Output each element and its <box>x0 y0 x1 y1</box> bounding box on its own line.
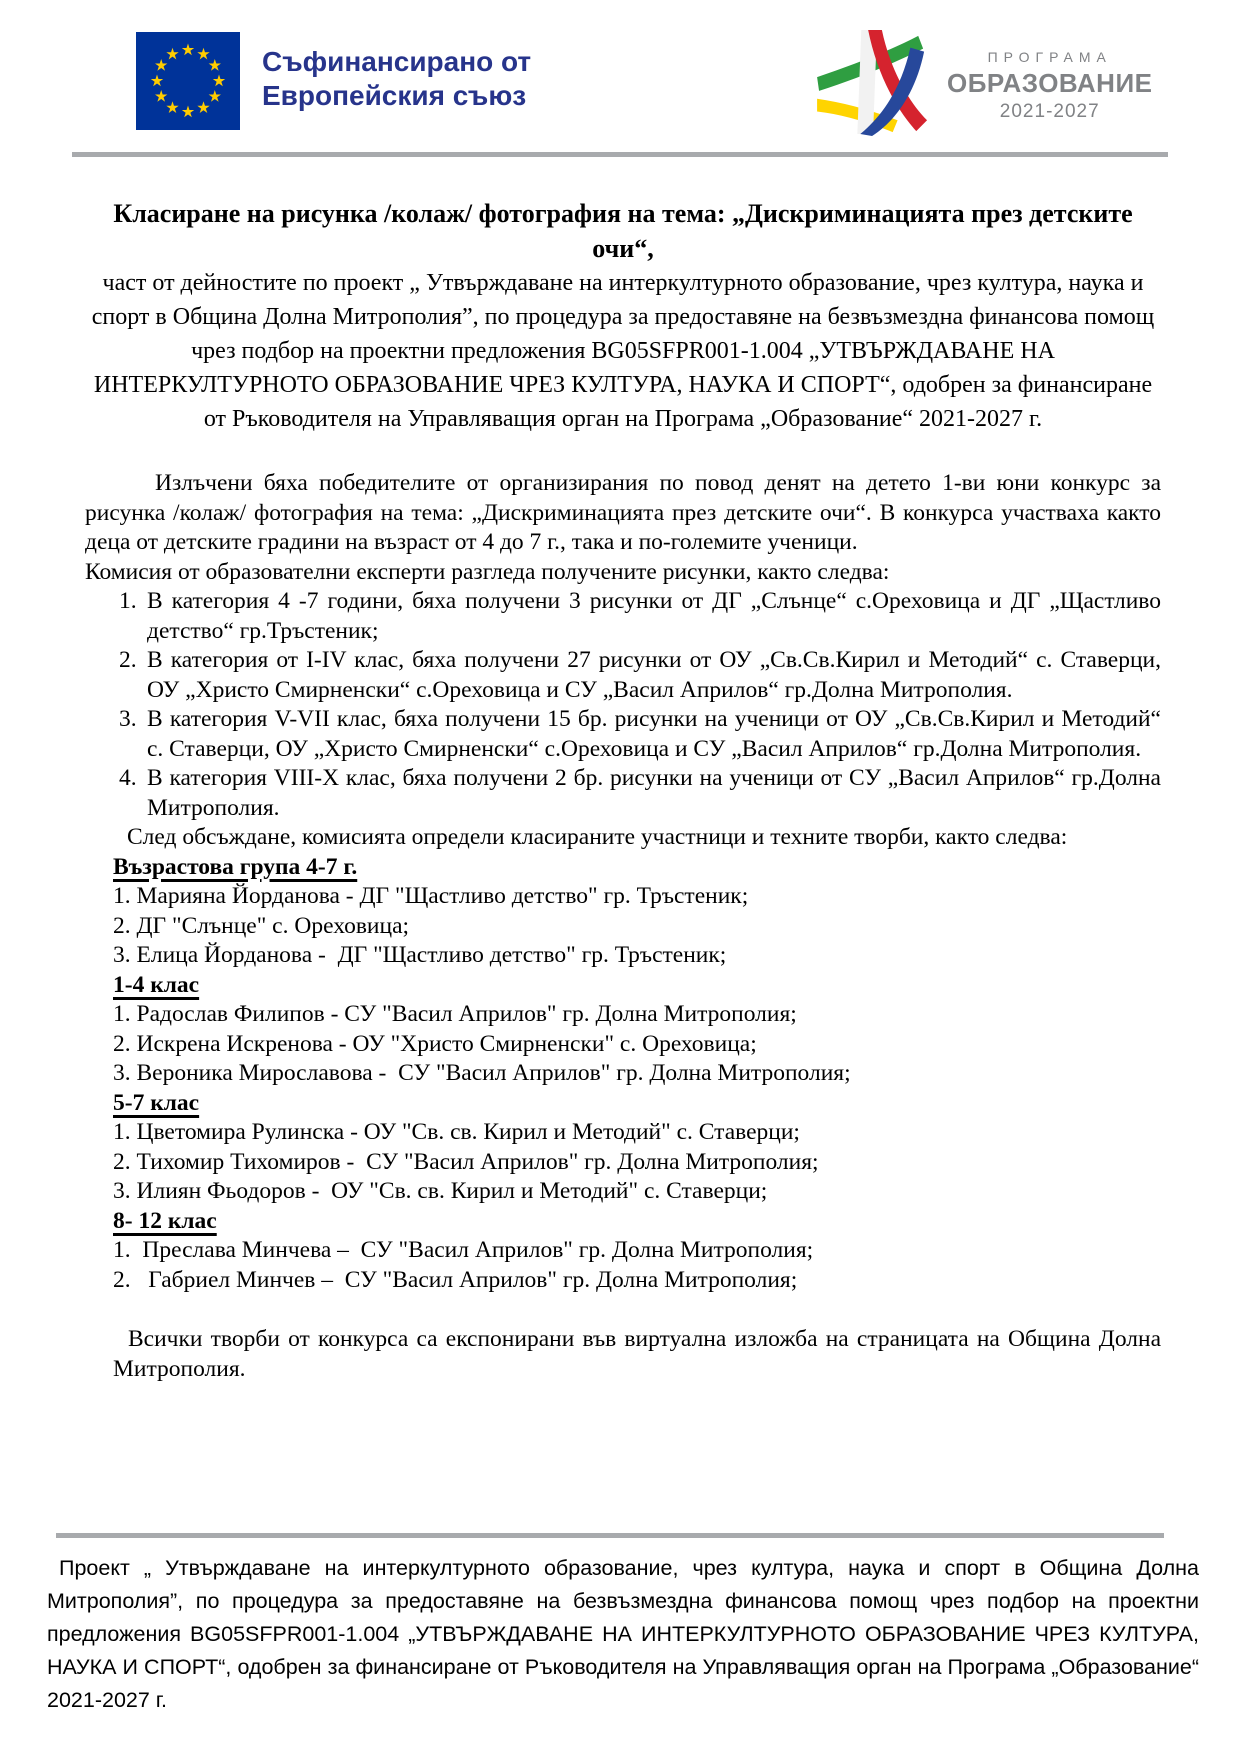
winner-item: 1. Преслава Минчева – СУ "Васил Априлов" гр. Долна Митрополия; <box>113 1237 814 1263</box>
program-ribbons-icon <box>815 28 937 136</box>
category-item-text: В категория от I-IV клас, бяха получени 27 рисунки от ОУ „Св.Св.Кирил и Методий“ с. Ставерци, ОУ „Христо Смирненски“ с.Ореховица и СУ „Васил Априлов“ гр.Долна Митрополия. <box>147 647 1161 703</box>
category-list <box>85 587 1161 823</box>
category-item-3 <box>85 705 1161 764</box>
program-education-logo <box>815 28 1152 136</box>
after-categories-paragraph: След обсъждане, комисията определи класираните участници и техните творби, както следва: <box>127 824 1068 850</box>
footer-project-text: Проект „ Утвърждаване на интеркултурното образование, чрез култура, наука и спорт в Община Долна Митрополия”, по процедура за предоставяне на безвъзмездна финансова помощ чрез подбор на проектни предложения BG05SFPR001-1.004 „УТВЪРЖДАВАНЕ НА ИНТЕРКУЛТУРНОТО ОБРАЗОВАНИЕ ЧРЕЗ КУЛТУРА, НАУКА И СПОРТ“, одобрен за финансиране от Ръководителя на Управляващия орган на Програма „Образование“ 2021-2027 г. <box>47 1556 1199 1712</box>
winner-item: 3. Елица Йорданова - ДГ "Щастливо детство" гр. Тръстеник; <box>113 942 727 968</box>
category-item-number: 3. <box>119 706 137 732</box>
winner-item: 1. Цветомира Рулинска - ОУ "Св. св. Кирил и Методий" с. Ставерци; <box>113 1119 800 1145</box>
commission-line: Комисия от образователни експерти разгледа получените рисунки, както следва: <box>85 558 890 585</box>
closing-paragraph: Всички творби от конкурса са експонирани във виртуална изложба на страницата на Община Долна Митрополия. <box>113 1326 1161 1382</box>
winner-item: 2. Тихомир Тихомиров - СУ "Васил Априлов" гр. Долна Митрополия; <box>113 1148 819 1175</box>
winner-item: 2. ДГ "Слънце" с. Ореховица; <box>113 912 410 939</box>
winner-item: 2. Габриел Минчев – СУ "Васил Априлов" гр. Долна Митрополия; <box>113 1266 798 1293</box>
program-name: ОБРАЗОВАНИЕ <box>947 68 1153 98</box>
group-heading-grades-1-4: 1-4 клас <box>113 971 200 998</box>
eu-label-line2: Европейския съюз <box>262 80 527 111</box>
eu-flag-icon <box>136 32 240 130</box>
program-period: 2021-2027 <box>999 101 1100 122</box>
category-item-number: 2. <box>119 647 137 673</box>
group-heading-grades-8-12: 8- 12 клас <box>113 1207 217 1234</box>
document-subtitle: част от дейностите по проект „ Утвърждаване на интеркултурното образование, чрез култура, наука и спорт в Община Долна Митрополия”, по процедура за предоставяне на безвъзмездна финансова помощ чрез подбор на проектни предложения BG05SFPR001-1.004 „УТВЪРЖДАВАНЕ НА ИНТЕРКУЛТУРНОТО ОБРАЗОВАНИЕ ЧРЕЗ КУЛТУРА, НАУКА И СПОРТ“, одобрен за финансиране от Ръководителя на Управляващия орган на Програма „Образование“ 2021-2027 г. <box>91 270 1155 432</box>
category-item-4 <box>85 764 1161 823</box>
header <box>0 28 1241 156</box>
footer-divider <box>56 1533 1164 1538</box>
header-divider <box>72 152 1168 157</box>
document-title: Класиране на рисунка /колаж/ фотография на тема: „Дискриминацията през детските очи“, <box>113 199 1133 263</box>
category-item-number: 4. <box>119 765 137 791</box>
program-label: ПРОГРАМА <box>987 49 1112 65</box>
intro-paragraph: Излъчени бяха победителите от организирания по повод денят на детето 1-ви юни конкурс за рисунка /колаж/ фотография на тема: „Дискриминацията през детските очи“. В конкурса участваха както деца от детските градини на възраст от 4 до 7 г., така и по-големите ученици. <box>85 470 1161 555</box>
winner-item: 1. Марияна Йорданова - ДГ "Щастливо детство" гр. Тръстеник; <box>113 883 749 909</box>
results-section <box>113 853 1161 1296</box>
category-item-2 <box>85 646 1161 705</box>
eu-cofunding-label <box>262 32 531 113</box>
winner-item: 3. Вероника Мирославова - СУ "Васил Априлов" гр. Долна Митрополия; <box>113 1060 851 1086</box>
category-item-text: В категория VIII-X клас, бяха получени 2 бр. рисунки на ученици от СУ „Васил Априлов“ гр.Долна Митрополия. <box>147 765 1161 821</box>
category-item-text: В категория V-VII клас, бяха получени 15 бр. рисунки на ученици от ОУ „Св.Св.Кирил и Методий“ с. Ставерци, ОУ „Христо Смирненски“ с.Ореховица и СУ „Васил Априлов“ гр.Долна Митрополия. <box>147 706 1161 762</box>
winner-item: 2. Искрена Искренова - ОУ "Христо Смирненски" с. Ореховица; <box>113 1030 757 1057</box>
eu-cofunding-logo <box>136 32 531 130</box>
category-item-1 <box>85 587 1161 646</box>
winner-item: 1. Радослав Филипов - СУ "Васил Априлов" гр. Долна Митрополия; <box>113 1001 797 1027</box>
eu-label-line1: Съфинансирано от <box>262 46 532 77</box>
document-body <box>85 196 1161 1384</box>
group-heading-age-4-7: Възрастова група 4-7 г. <box>113 853 358 880</box>
category-item-text: В категория 4 -7 години, бяха получени 3 рисунки от ДГ „Слънце“ с.Ореховица и ДГ „Щастливо детство“ гр.Тръстеник; <box>147 588 1161 644</box>
group-heading-grades-5-7: 5-7 клас <box>113 1089 200 1116</box>
winner-item: 3. Илиян Фьодоров - ОУ "Св. св. Кирил и Методий" с. Ставерци; <box>113 1178 768 1204</box>
category-item-number: 1. <box>119 588 137 614</box>
program-logo-text <box>947 49 1152 123</box>
